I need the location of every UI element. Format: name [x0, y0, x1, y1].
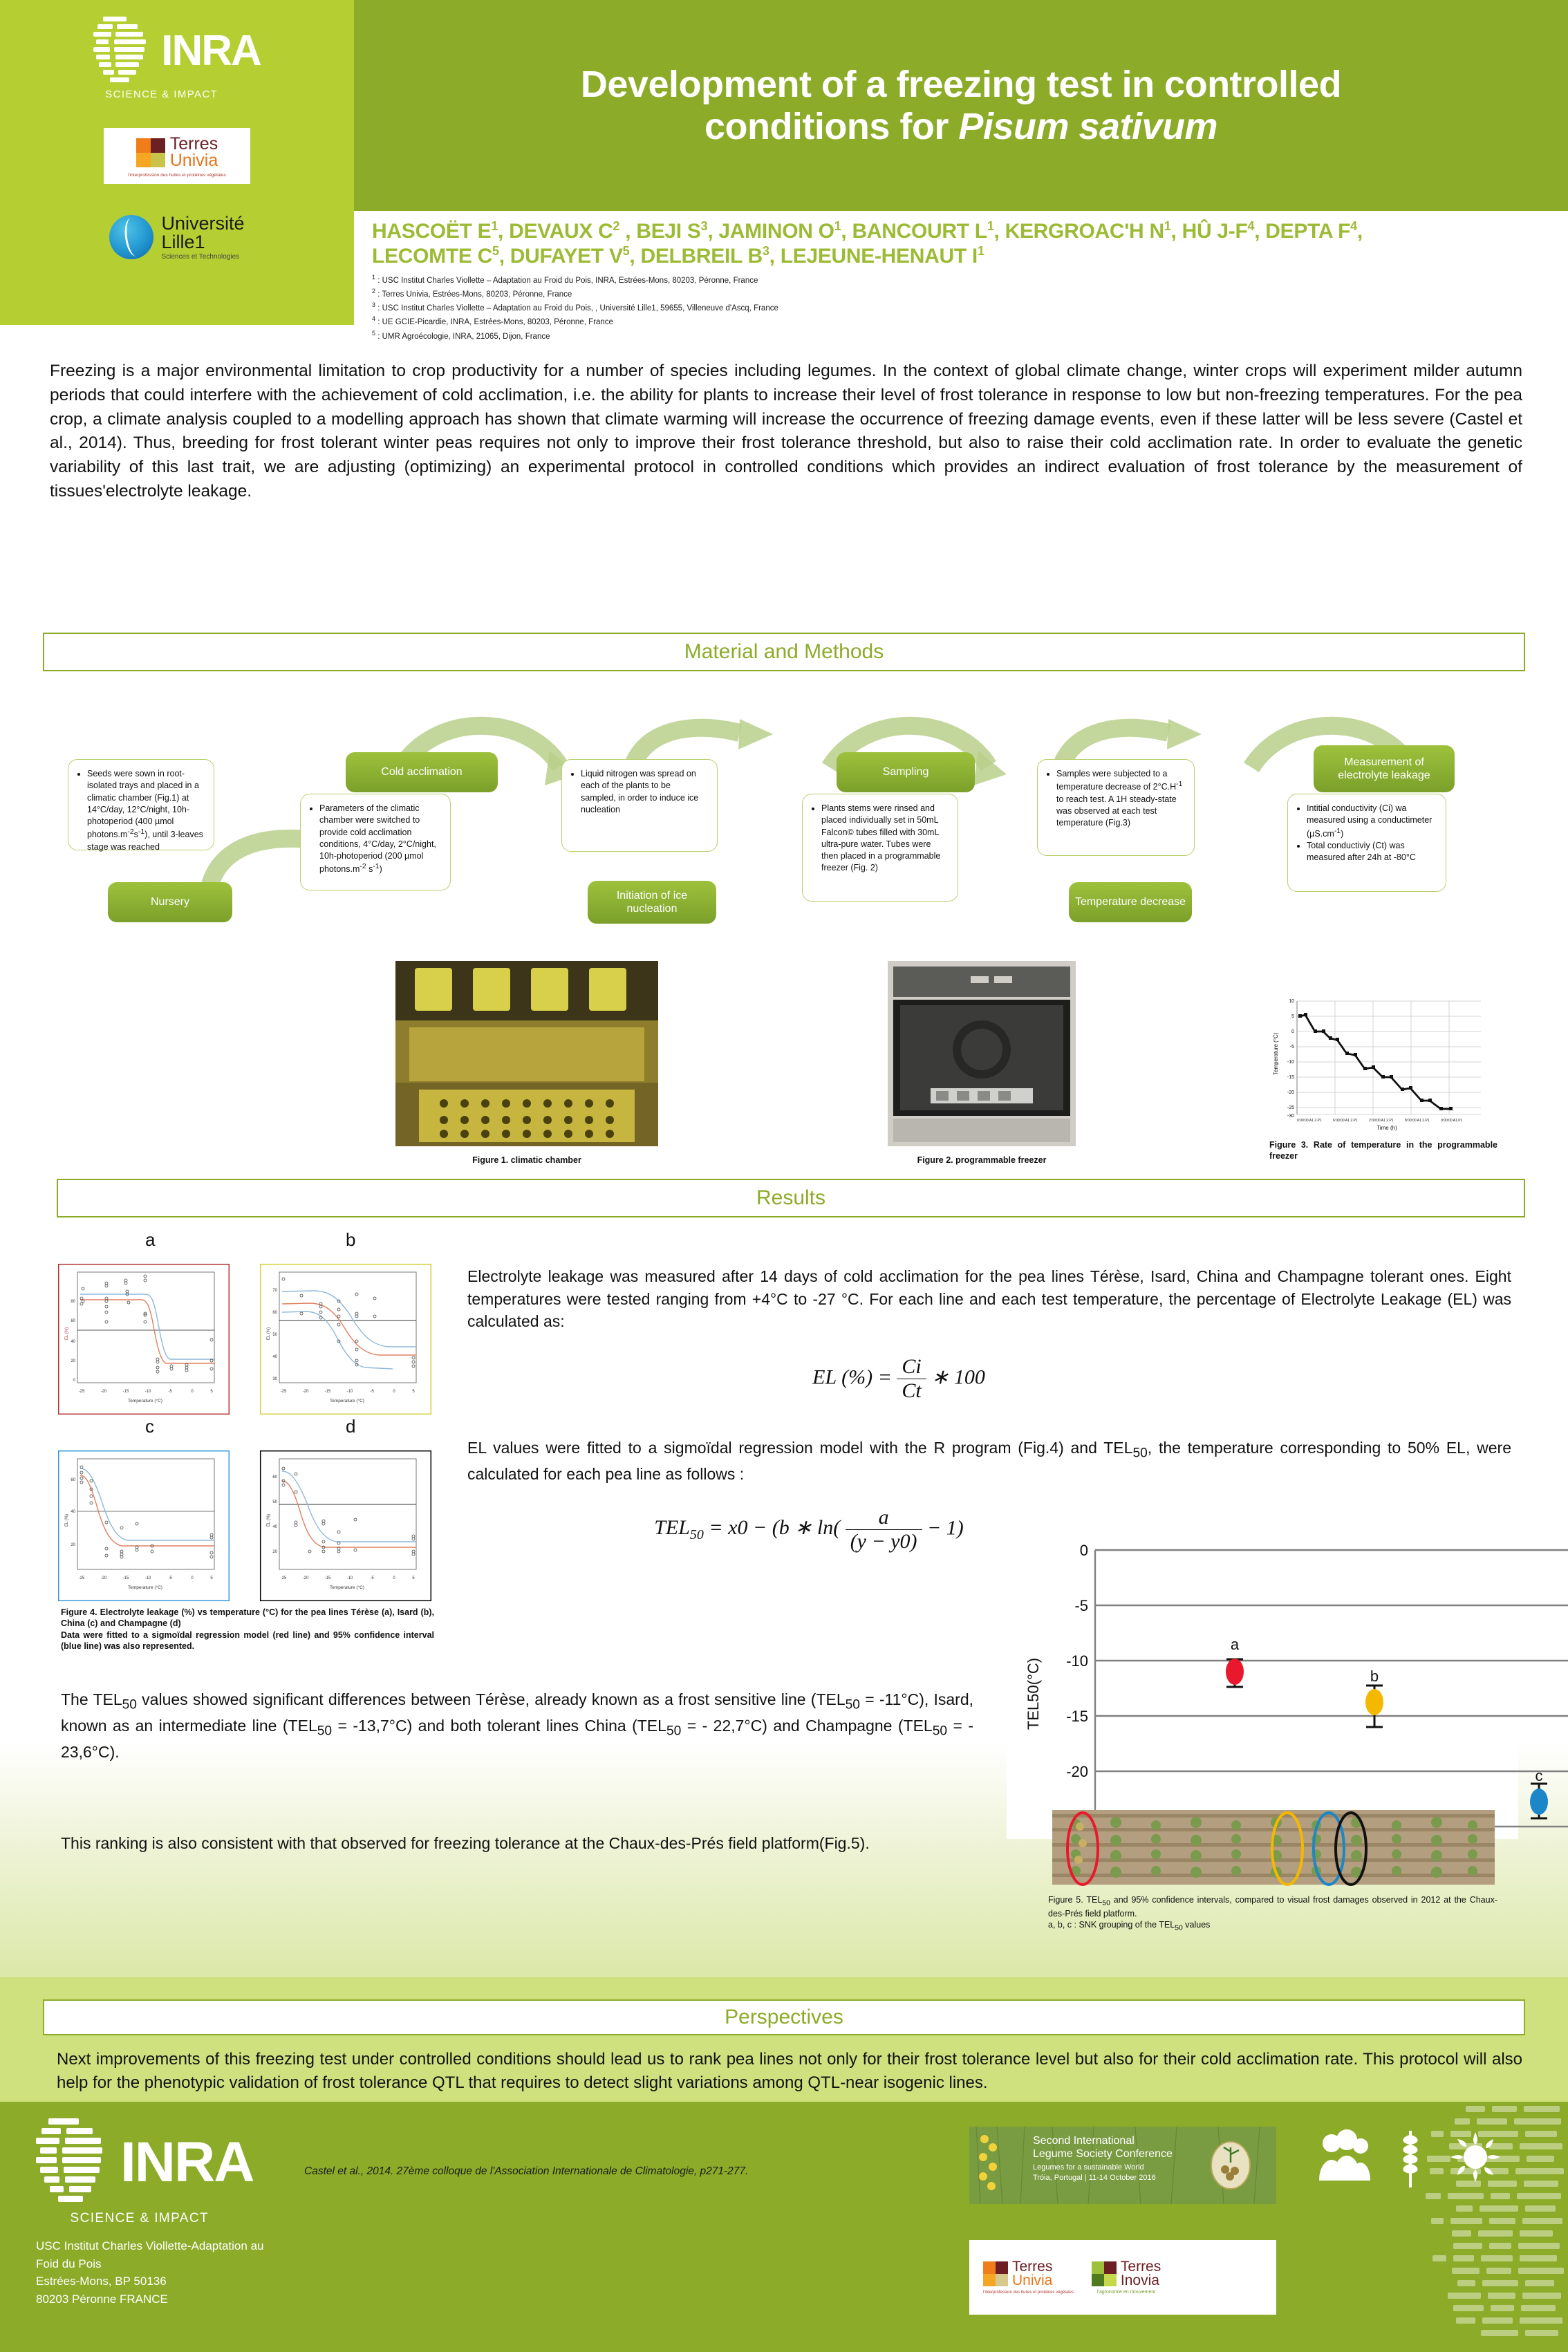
method-text-temperature-decrease: • Samples were subjected to a temperature decrease of $2^\circ C.H^{-1}$ to reach test. A 1H steady-state was observed at each test temperature (Fig.3) [1056, 768, 1185, 829]
footer-univia-line2: Univia [1012, 2272, 1053, 2288]
footer-terres-univia-logo [983, 2260, 1074, 2295]
conference-line-3: Legumes for a sustainable World [1033, 2163, 1144, 2172]
results-paragraph-3: The $TEL_{50}$ values showed significant differences between Térèse, already known as a frost sensitive line $(TEL_{50} = -11^\circ C)$, Isard, known as an intermediate line $(TEL_{50} = -13,7^\circ C)$ and both tolerant lines China ($TEL_{50}$ = - 22,7°C) and Champagne ($TEL_{50}$ = - 23,6°C). [61, 1690, 973, 1761]
svg-text:-5: -5 [1289, 1045, 1294, 1049]
title-line-1: Development of a freezing test in controlled [580, 64, 1342, 106]
figure-5-field-photo [1052, 1810, 1495, 1885]
svg-text:-5: -5 [370, 1390, 374, 1394]
formula1-numerator: Ci [897, 1355, 926, 1379]
people-icon [1314, 2131, 1372, 2183]
svg-text:-25: -25 [1287, 1105, 1294, 1110]
method-box-ice-nucleation [561, 759, 718, 852]
affiliation-item: $^3$ : USC Institut Charles Viollette – Adaptation au Froid du Pois, , Université Lille1, 59655, Villeneuve d'Ascq, France [372, 301, 778, 313]
poster-header [0, 0, 1568, 341]
author-list [372, 219, 1568, 269]
svg-text:EL (%): EL (%) [65, 1327, 69, 1340]
svg-text:80: 80 [71, 1300, 75, 1304]
plot-label-d: d [346, 1416, 356, 1437]
figure-4-caption [61, 1607, 434, 1652]
svg-text:40: 40 [272, 1525, 277, 1529]
lille-globe-icon [109, 215, 153, 259]
svg-text:-10: -10 [346, 1576, 353, 1580]
section-title-results: Results [756, 1186, 826, 1209]
figure-4b-chart [260, 1264, 431, 1415]
footer-inra-tagline: SCIENCE & IMPACT [70, 2211, 209, 2225]
svg-text:-15: -15 [324, 1390, 331, 1394]
header-logo-column [0, 0, 354, 325]
method-head-ice-nucleation: Initiation of ice nucleation [588, 881, 716, 924]
figure-4-caption-line-1: Figure 4. Electrolyte leakage (%) vs temperature (°C) for the pea lines Térèse (a), Isard (b), China (c) and Champagne (d) [61, 1607, 434, 1629]
method-head-temperature-decrease: Temperature decrease [1069, 882, 1192, 922]
footer-icon-row [1314, 2125, 1502, 2189]
svg-text:-25: -25 [78, 1390, 85, 1394]
method-box-nursery [68, 759, 214, 850]
section-header-materials [43, 633, 1525, 671]
method-text-ice-nucleation: • Liquid nitrogen was spread on each of the plants to be sampled, in order to induce ice nucleation [581, 768, 708, 816]
lille-line2: Lille1 [161, 231, 205, 252]
title-species: Pisum sativum [958, 105, 1218, 147]
section-header-results [57, 1179, 1525, 1217]
plot-label-c: c [145, 1416, 154, 1437]
footer-address-line: Foid du Pois [36, 2257, 102, 2270]
figure-5-caption-line-1: Figure 5. $TEL_{50}$ and 95% confidence intervals, compared to visual frost damages observed in 2012 at the Chaux-des-Prés field platform. [1048, 1895, 1497, 1919]
formula1-lhs: EL (%) = [812, 1365, 892, 1389]
footer-inra-logo [36, 2116, 253, 2226]
svg-text:-15: -15 [122, 1390, 129, 1394]
svg-text:8:00:00 A1 2.P1: 8:00:00 A1 2.P1 [1405, 1119, 1430, 1123]
svg-text:Temperature (°C): Temperature (°C) [128, 1399, 162, 1403]
svg-text:0: 0 [73, 1379, 75, 1383]
lille-tagline: Sciences et Technologies [161, 252, 240, 261]
footer-inra-blob-icon [36, 2116, 111, 2210]
section-header-perspectives [43, 1999, 1525, 2035]
svg-text:Temperature (°C): Temperature (°C) [330, 1585, 364, 1590]
svg-text:70: 70 [272, 1289, 277, 1293]
footer-address-line: USC Institut Charles Viollette-Adaptation au [36, 2239, 264, 2252]
svg-text:Temperature (°C): Temperature (°C) [128, 1585, 162, 1590]
footer-univia-tagline: l'interprofession des huiles et protéines végétales [983, 2290, 1074, 2295]
svg-text:-5: -5 [168, 1576, 172, 1580]
svg-text:0: 0 [1079, 1542, 1088, 1559]
figure-4-caption-line-2: Data were fitted to a sigmoïdal regression model (red line) and 95% confidence interval (blue line) was also represented. [61, 1630, 434, 1651]
svg-text:EL (%): EL (%) [267, 1513, 271, 1527]
svg-text:-20: -20 [1066, 1763, 1088, 1780]
svg-text:40: 40 [71, 1510, 75, 1514]
svg-text:5: 5 [210, 1576, 213, 1580]
svg-text:5: 5 [412, 1576, 415, 1580]
method-box-cold-acclimation [300, 794, 451, 890]
svg-text:50: 50 [272, 1500, 277, 1504]
svg-text:a: a [1230, 1636, 1240, 1653]
svg-text:-10: -10 [1287, 1060, 1294, 1065]
inra-blob-icon [93, 15, 151, 87]
terres-univia-tagline: l'interprofession des huiles et protéines végétales [128, 172, 226, 178]
svg-text:-20: -20 [302, 1390, 309, 1394]
figure-2-image [888, 961, 1076, 1146]
svg-text:6:00:00 A1 2.P1: 6:00:00 A1 2.P1 [1333, 1119, 1358, 1123]
svg-text:0: 0 [393, 1576, 395, 1580]
svg-text:20: 20 [272, 1550, 277, 1554]
formula2-denominator: (y − y0) [850, 1530, 917, 1553]
svg-text:-5: -5 [370, 1576, 374, 1580]
footer-address [36, 2237, 263, 2308]
svg-text:-15: -15 [324, 1576, 331, 1580]
figure-2-caption: Figure 2. programmable freezer [917, 1155, 1047, 1165]
section-title-materials: Material and Methods [684, 640, 884, 663]
affiliation-item: $^4$ : UE GCIE-Picardie, INRA, Estrées-Mons, 80203, Péronne, France [372, 315, 613, 327]
formula1-fraction [897, 1355, 926, 1403]
footer-terres-inovia-logo [1092, 2260, 1161, 2295]
svg-text:20: 20 [71, 1359, 75, 1363]
terres-univia-logo [104, 128, 250, 184]
conference-line-2: Legume Society Conference [1033, 2147, 1173, 2160]
figure-3-caption: Figure 3. Rate of temperature in the programmable freezer [1269, 1140, 1497, 1161]
footer-address-line: 80203 Péronne FRANCE [36, 2292, 168, 2306]
figure-4c-chart [58, 1450, 230, 1601]
method-text-ct: • Total conductiviy (Ct) was measured after 24h at -80°C [1307, 840, 1437, 864]
svg-text:2:00:00 A1 2.P1: 2:00:00 A1 2.P1 [1369, 1119, 1394, 1123]
authors-line-2: LECOMTE $C^5$, DUFAYET $V^5$, DELBREIL $B^3$, LEJEUNE-HENAUT $I^1$ [372, 243, 984, 268]
formula2-rhs: − 1) [927, 1516, 964, 1540]
method-box-temperature-decrease [1037, 759, 1195, 856]
figure-1-image [395, 961, 658, 1146]
svg-text:-15: -15 [1287, 1075, 1294, 1080]
formula-tel50 [560, 1506, 1058, 1553]
svg-text:-10: -10 [144, 1576, 151, 1580]
svg-text:5: 5 [1291, 1014, 1294, 1019]
svg-text:-10: -10 [144, 1390, 151, 1394]
plot-label-a: a [145, 1229, 156, 1250]
conference-line-4: Tróia, Portugal | 11-14 October 2016 [1033, 2173, 1156, 2182]
footer-inra-wordmark: INRA [120, 2131, 254, 2194]
method-box-sampling [802, 794, 958, 902]
svg-text:Temperature (°C): Temperature (°C) [1273, 1032, 1279, 1075]
abstract-paragraph: Freezing is a major environmental limitation to crop productivity for a number of species including legumes. In the context of global climate change, winter crops will experiment milder autumn periods that could interfere with the achievement of cold acclimation, i.e. the ability for plants to increase their level of frost tolerance in response to low but non-freezing temperatures. For the pea crop, a climate analysis coupled to a modelling approach has shown that climate warming will increase the occurrence of freezing damage events, even if these latter will be less severe (Castel et al., 2014). Thus, breeding for frost tolerant winter peas requires not only to improve their frost tolerance threshold, but also to raise their cold acclimation rate. In order to evaluate the genetic variability of this last trait, we are adjusting (optimizing) an experimental protocol in controlled conditions which provides an indirect evaluation of frost tolerance by the measurement of tissues'electrolyte leakage. [50, 362, 1522, 501]
svg-text:60: 60 [272, 1311, 277, 1315]
title-line-2 [387, 106, 1535, 147]
svg-text:-20: -20 [100, 1576, 107, 1580]
svg-text:-5: -5 [1074, 1597, 1088, 1614]
terres-inovia-squares-icon [1092, 2261, 1117, 2286]
svg-text:-15: -15 [1066, 1708, 1088, 1725]
svg-text:-10: -10 [1066, 1652, 1088, 1670]
svg-text:-20: -20 [302, 1576, 309, 1580]
footer-terres-logos [969, 2240, 1276, 2315]
formula2-lhs: $TEL_{50} = x0 - (b$ ∗ ln( [654, 1516, 841, 1543]
results-paragraph-4: This ranking is also consistent with that observed for freezing tolerance at the Chaux-des-Prés field platform(Fig.5). [61, 1834, 870, 1852]
figure-5-caption-line-2: a, b, c : SNK grouping of the $TEL_{50}$ values [1048, 1920, 1211, 1932]
results-paragraph-1: Electrolyte leakage was measured after 14 days of cold acclimation for the pea lines Térèse, Isard, China and Champagne tolerant ones. Eight temperatures were tested ranging from +4°C to -27 °C. For each line and each test temperature, the percentage of Electrolyte Leakage (EL) was calculated as: [467, 1267, 1511, 1331]
formula2-fraction [846, 1506, 922, 1553]
figure-4a-chart [58, 1264, 230, 1415]
method-head-sampling: Sampling [837, 752, 975, 792]
authors-zone [354, 211, 1568, 341]
svg-text:Temperature (°C): Temperature (°C) [330, 1399, 364, 1403]
terres-univia-squares-icon [136, 138, 165, 167]
inra-logo [93, 15, 261, 100]
figure-1-caption: Figure 1. climatic chamber [472, 1155, 581, 1165]
method-text-ci: • Intitial conductivity (Ci) wa measured using a conductimeter $(\mu S.cm^{-1})$ [1307, 803, 1437, 840]
svg-text:5: 5 [210, 1390, 213, 1394]
svg-text:-20: -20 [1287, 1090, 1294, 1095]
svg-text:EL (%): EL (%) [267, 1327, 271, 1340]
section-title-perspectives: Perspectives [725, 2006, 843, 2028]
footer-citation: Castel et al., 2014. 27ème colloque de l'Association Internationale de Climatologie, p271-277. [304, 2165, 749, 2177]
svg-text:b: b [1370, 1668, 1379, 1685]
formula2-numerator: a [846, 1506, 922, 1530]
results-paragraph-2: EL values were fitted to a sigmoïdal regression model with the R program (Fig.4) and $TEL_{50}$, the temperature corresponding to 50% EL, were calculated for each pea line as follows : [467, 1439, 1511, 1483]
svg-text:-25: -25 [78, 1576, 85, 1580]
svg-text:60: 60 [71, 1319, 75, 1323]
formula1-rhs: ∗ 100 [931, 1365, 985, 1389]
figure-5-chart [1007, 1521, 1543, 1839]
authors-line-1: HASCOËT $E^1$, DEVAUX $C^2$ , BEJI $S^3$, JAMINON $O^1$, BANCOURT $L^1$, KERGROAC'H $N^1$, HÛ $J-F^4$, DEPTA $F^4$, [372, 219, 1363, 243]
affiliation-item: $^2$ : Terres Univia, Estrées-Mons, 80203, Péronne, France [372, 287, 572, 299]
perspectives-paragraph: Next improvements of this freezing test under controlled conditions should lead us to rank pea lines not only for their frost tolerance level but also for their cold acclimation rate. This protocol will also help for the phenotypic validation of frost tolerance QTL that requires to detect slight variations among QTL-near isogenic lines. [57, 2050, 1522, 2093]
svg-text:-25: -25 [280, 1390, 287, 1394]
wheat-icon [1391, 2125, 1430, 2189]
svg-text:20: 20 [71, 1543, 75, 1547]
svg-text:40: 40 [71, 1340, 75, 1344]
figure-5-caption [1048, 1894, 1497, 1933]
title-band [354, 0, 1568, 211]
affiliation-item: $^5$ : UMR Agroécologie, INRA, 21065, Dijon, France [372, 329, 550, 341]
svg-text:-30: -30 [1287, 1114, 1294, 1119]
method-text-nursery: • Seeds were sown in root-isolated trays and placed in a climatic chamber (Fig.1) at 14°C/day, 12°C/night, 10h-photoperiod (400 µmol $photons.m^{-2}s^{-1}$), until 3-leaves stage was reached [87, 768, 205, 853]
svg-text:-5: -5 [168, 1390, 172, 1394]
svg-text:0:00:00 A1.P1: 0:00:00 A1.P1 [1441, 1119, 1463, 1123]
affiliations-list [372, 273, 1568, 343]
inra-tagline: SCIENCE & IMPACT [105, 88, 218, 100]
affiliation-item: $^1$ : USC Institut Charles Viollette – Adaptation au Froid du Pois, INRA, Estrées-Mons, 80203, Péronne, France [372, 273, 758, 285]
conference-line-1: Second International [1033, 2135, 1135, 2147]
terres-univia-line2: Univia [169, 150, 218, 170]
figure-4d-chart [260, 1450, 431, 1601]
title-line-2-pre: conditions for [704, 105, 959, 147]
svg-text:5: 5 [412, 1390, 415, 1394]
figure-3-chart [1269, 996, 1491, 1134]
formula-electrolyte-leakage [691, 1355, 1106, 1403]
svg-text:-25: -25 [280, 1576, 287, 1580]
poster-footer [0, 2102, 1568, 2352]
svg-text:0: 0 [191, 1576, 194, 1580]
svg-text:c: c [1535, 1767, 1543, 1784]
formula1-denominator: Ct [902, 1379, 922, 1402]
method-head-electrolyte-measurement: Measurement of electrolyte leakage [1314, 745, 1455, 792]
svg-text:0: 0 [1291, 1029, 1294, 1034]
terres-univia-line1: Terres [169, 134, 218, 153]
conference-logo-banner [969, 2127, 1276, 2204]
svg-text:50: 50 [272, 1333, 277, 1337]
svg-text:-10: -10 [346, 1390, 353, 1394]
page-title [387, 64, 1535, 147]
svg-text:Time (h): Time (h) [1376, 1125, 1397, 1131]
sun-icon [1449, 2131, 1502, 2183]
svg-text:10: 10 [1289, 999, 1294, 1004]
method-head-cold-acclimation: Cold acclimation [346, 752, 498, 792]
footer-univia-line1: Terres [1012, 2259, 1053, 2275]
method-text-sampling: • Plants stems were rinsed and placed individually set in 50mL Falcon© tubes filled with 30mL ultra-pure water. Tubes were then placed in a programmable freezer (Fig. 2) [821, 803, 949, 875]
svg-text:TEL50(°C): TEL50(°C) [1025, 1657, 1042, 1730]
footer-inovia-tagline: l'agronomie en mouvement [1096, 2290, 1156, 2295]
footer-inovia-line1: Terres [1120, 2258, 1161, 2275]
method-box-electrolyte-measurement [1287, 794, 1446, 892]
method-text-cold-acclimation: • Parameters of the climatic chamber were switched to provide cold acclimation conditions, 4°C/day, 2°C/night, 10h-photoperiod (200 µmol $photons.m^{-2}$ $s^{-1}$) [319, 803, 441, 876]
svg-text:-15: -15 [122, 1576, 129, 1580]
svg-text:0:00:00 A1 2.P1: 0:00:00 A1 2.P1 [1297, 1119, 1322, 1123]
footer-inovia-line2: Inovia [1120, 2272, 1159, 2288]
svg-text:-20: -20 [100, 1390, 107, 1394]
terres-univia-squares-icon-2 [983, 2261, 1008, 2286]
svg-text:60: 60 [272, 1475, 277, 1480]
universite-lille-logo [109, 214, 244, 261]
plot-label-b: b [346, 1229, 356, 1250]
lille-line1: Université [161, 212, 245, 234]
svg-text:30: 30 [272, 1377, 277, 1381]
svg-text:0: 0 [191, 1390, 194, 1394]
method-head-nursery: Nursery [108, 882, 232, 922]
inra-wordmark: INRA [161, 27, 261, 75]
footer-address-line: Estrées-Mons, BP 50136 [36, 2275, 167, 2288]
svg-text:40: 40 [272, 1355, 277, 1359]
svg-text:EL (%): EL (%) [65, 1513, 69, 1527]
svg-text:0: 0 [393, 1390, 395, 1394]
svg-text:60: 60 [71, 1478, 75, 1482]
